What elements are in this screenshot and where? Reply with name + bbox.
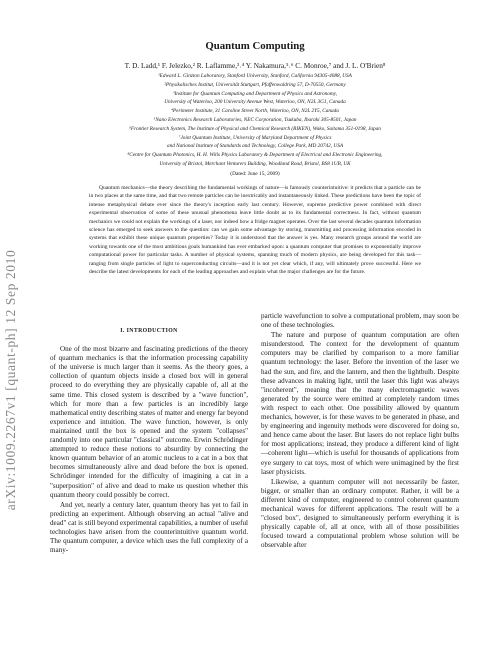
arxiv-id: arXiv:1009.2267v1 [quant-ph] 12 Sep 2010	[3, 249, 18, 511]
body-paragraph: The nature and purpose of quantum computation are often misunderstood. The context for the development of quantum computers may be clarified by comparison to a more familiar quantum technology: the laser. Before the invention of the laser we had the sun, and fire, and the lantern, and then the lightbulb. Despite these advances in making light, until the laser this light was always "incoherent", meaning that the many electromagnetic waves generated by the source were emitted at completely random times with respect to each other. One possibility allowed by quantum mechanics, however, is for these waves to be generated in phase, and by engineering and ingenuity methods were discovered for doing so, and hence came about the laser. But lasers do not replace light bulbs for most applications; instead, they produce a different kind of light—coherent light—which is useful for thousands of applications from eye surgery to cat toys, most of which were unimagined by the first laser physicists.	[261, 331, 459, 476]
affiliation-line: University of Waterloo, 200 University Avenue West, Waterloo, ON, N2L 3G1, Canada	[164, 99, 346, 106]
affiliation-line: ⁷Joint Quantum Institute, University of Maryland Department of Physics	[178, 134, 332, 141]
affiliations	[50, 72, 460, 169]
affiliation-line: University of Bristol, Merchant Venturers Building, Woodland Road, Bristol, BS8 1UB, UK	[159, 160, 351, 167]
affiliation-line: ⁵Nano Electronics Research Laboratories, NEC Corporation, Tsukuba, Ibaraki 305-8501, Japan	[153, 116, 357, 123]
affiliation-line: ¹Edward L. Ginzton Laboratory, Stanford University, Stanford, California 94305-4088, USA	[158, 73, 352, 79]
section-heading: I. INTRODUCTION	[120, 328, 178, 334]
author-list: T. D. Ladd,¹ F. Jelezko,² R. Laflamme,³˒⁴ Y. Nakamura,⁵˒⁶ C. Monroe,⁷ and J. L. O'Brien⁸	[124, 61, 386, 70]
body-paragraph: And yet, nearly a century later, quantum theory has yet to fail in predicting an experiment. Although observing an actual "alive and dead" cat is still beyond experimental capabilities, a number of useful technologies have arisen from the counterintuitive quantum world. The quantum computer, a device which uses the full complexity of a many-	[50, 500, 248, 555]
affiliation-line: ⁸Centre for Quantum Photonics, H. H. Wills Physics Laboratory & Department of Electrical and Electronic Engineering,	[127, 152, 383, 159]
body-columns	[50, 312, 460, 556]
body-paragraph: particle wavefunction to solve a computational problem, may soon be one of these technologies.	[261, 312, 459, 330]
abstract: Quantum mechanics—the theory describing the fundamental workings of nature—is famously counterintuitive: it predicts that a particle can be in two places at the same time, and that two remote particles can be inextricably and instantaneously linked. These predictions have been the topic of intense metaphysical debate ever since the theory's inception early last century. However, supreme predictive power combined with direct experimental observation of some of these unusual phenomena leave little doubt as to its fundamental correctness. In fact, without quantum mechanics we could not explain the workings of a laser, nor indeed how a fridge magnet operates. Over the last several decades quantum information science has emerged to seek answers to the question: can we gain some advantage by storing, transmitting and processing information encoded in systems that exhibit these unique quantum properties? Today it is understood that the answer is yes. Many research groups around the world are working towards one of the most ambitious goals humankind has ever embarked upon: a quantum computer that promises to exponentially improve computational power for particular tasks. A number of physical systems, spanning much of modern physics, are being developed for this task—ranging from single particles of light to superconducting circuits—and it is not yet clear which, if any, will ultimately prove successful. Here we describe the latest developments for each of the leading approaches and explain what the major challenges are for the future.	[89, 184, 421, 276]
dated-line: (Dated: June 15, 2009)	[230, 170, 280, 177]
paper-title: Quantum Computing	[205, 40, 305, 52]
affiliation-line: ⁶Frontier Research System, The Institute of Physical and Chemical Research (RIKEN), Wako, Saitama 351-0198, Japan	[129, 125, 381, 132]
left-column	[50, 312, 248, 556]
right-column	[261, 312, 459, 556]
paper-page	[50, 40, 460, 555]
affiliation-line: and National Institute of Standards and Technology, College Park, MD 20742, USA	[166, 143, 344, 150]
affiliation-line: ⁴Perimeter Institute, 31 Caroline Street North, Waterloo, ON, N2L 2Y5, Canada	[171, 108, 339, 115]
arxiv-identifier-stamp	[0, 170, 22, 590]
body-paragraph: Likewise, a quantum computer will not necessarily be faster, bigger, or smaller than an ordinary computer. Rather, it will be a different kind of computer, engineered to control coherent quantum mechanical waves for different applications. The result will be a "closed box", designed to simultaneously perform everything it is physically capable of, all at once, with all of those possibilities focused toward a computational problem whose solution will be observable after	[261, 477, 459, 550]
body-paragraph: One of the most bizarre and fascinating predictions of the theory of quantum mechanics is that the information processing capability of the universe is much larger than it seems. As the theory goes, a collection of quantum objects inside a closed box will in general proceed to do everything they are physically capable of, all at the same time. This closed system is described by a "wave function", which for more than a few particles is an incredibly large mathematical entity describing states of matter and energy far beyond experience and intuition. The wave function, however, is only maintained until the box is opened and the system "collapses" randomly into one particular "classical" outcome. Erwin Schrödinger attempted to reduce these notions to absurdity by connecting the known quantum behavior of an atomic nucleus to a cat in a box that becomes simultaneously alive and dead before the box is opened. Schrödinger intended for the difficulty of imagining a cat in a "superposition" of alive and dead to make us question whether this quantum theory could possibly be correct.	[50, 345, 248, 499]
affiliation-line: ³Institute for Quantum Computing and Department of Physics and Astronomy,	[172, 90, 338, 97]
affiliation-line: ²Physikalisches Institut, Universität Stuttgart, Pfaffenwaldring 57, D-70550, Germany	[164, 81, 346, 88]
